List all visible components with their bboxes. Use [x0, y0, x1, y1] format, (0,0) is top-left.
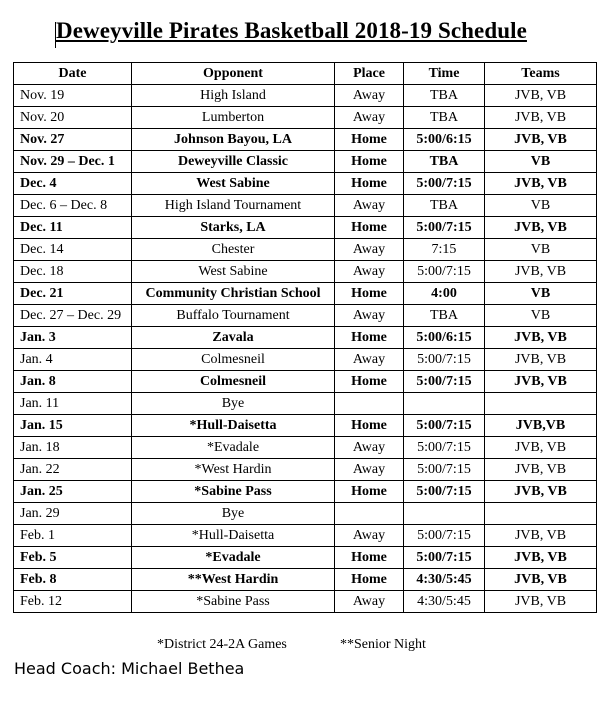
cell-time: TBA: [404, 85, 485, 107]
cell-date: Nov. 19: [14, 85, 132, 107]
head-coach: Head Coach: Michael Bethea: [14, 659, 245, 678]
cell-date: Jan. 8: [14, 371, 132, 393]
table-row: [14, 327, 597, 349]
cell-time: 5:00/7:15: [404, 481, 485, 503]
cell-teams: JVB, VB: [485, 481, 597, 503]
cell-date: Jan. 18: [14, 437, 132, 459]
table-row: [14, 591, 597, 613]
table-row: [14, 151, 597, 173]
cell-opponent: Buffalo Tournament: [132, 305, 335, 327]
cell-teams: JVB, VB: [485, 547, 597, 569]
cell-place: Away: [335, 459, 404, 481]
cell-opponent: Starks, LA: [132, 217, 335, 239]
cell-time: 4:00: [404, 283, 485, 305]
document-title: Deweyville Pirates Basketball 2018-19 Schedule: [56, 18, 527, 43]
cell-opponent: Colmesneil: [132, 371, 335, 393]
cell-date: Dec. 18: [14, 261, 132, 283]
cell-teams: JVB,VB: [485, 415, 597, 437]
cell-date: Feb. 5: [14, 547, 132, 569]
cell-teams: JVB, VB: [485, 107, 597, 129]
header-date: Date: [14, 63, 132, 85]
cell-teams: JVB, VB: [485, 173, 597, 195]
table-row: [14, 371, 597, 393]
cell-teams: JVB, VB: [485, 261, 597, 283]
table-row: [14, 525, 597, 547]
table-row: [14, 283, 597, 305]
header-place: Place: [335, 63, 404, 85]
cell-teams: VB: [485, 151, 597, 173]
cell-teams: JVB, VB: [485, 525, 597, 547]
cell-teams: VB: [485, 305, 597, 327]
cell-teams: [485, 393, 597, 415]
cell-date: Dec. 4: [14, 173, 132, 195]
cell-opponent: *Evadale: [132, 547, 335, 569]
cell-opponent: West Sabine: [132, 173, 335, 195]
cell-teams: JVB, VB: [485, 591, 597, 613]
cell-place: Home: [335, 129, 404, 151]
cell-date: Jan. 25: [14, 481, 132, 503]
cell-opponent: Lumberton: [132, 107, 335, 129]
cell-date: Nov. 29 – Dec. 1: [14, 151, 132, 173]
cell-place: Away: [335, 239, 404, 261]
cell-opponent: West Sabine: [132, 261, 335, 283]
cell-opponent: High Island: [132, 85, 335, 107]
cell-place: Away: [335, 107, 404, 129]
header-teams: Teams: [485, 63, 597, 85]
cell-time: 5:00/7:15: [404, 415, 485, 437]
senior-night-note: **Senior Night: [340, 637, 426, 652]
table-row: [14, 85, 597, 107]
cell-time: 5:00/6:15: [404, 327, 485, 349]
cell-teams: VB: [485, 239, 597, 261]
cell-opponent: Johnson Bayou, LA: [132, 129, 335, 151]
cell-place: Home: [335, 371, 404, 393]
table-row: [14, 349, 597, 371]
cell-date: Jan. 15: [14, 415, 132, 437]
cell-date: Dec. 6 – Dec. 8: [14, 195, 132, 217]
table-row: [14, 547, 597, 569]
table-row: [14, 459, 597, 481]
cell-opponent: Community Christian School: [132, 283, 335, 305]
cell-date: Nov. 20: [14, 107, 132, 129]
cell-teams: JVB, VB: [485, 217, 597, 239]
table-row: [14, 239, 597, 261]
cell-teams: JVB, VB: [485, 459, 597, 481]
cell-place: Away: [335, 591, 404, 613]
table-row: [14, 195, 597, 217]
cell-place: [335, 393, 404, 415]
cell-opponent: Chester: [132, 239, 335, 261]
cell-time: TBA: [404, 107, 485, 129]
cell-teams: JVB, VB: [485, 129, 597, 151]
table-row: [14, 393, 597, 415]
cell-date: Feb. 1: [14, 525, 132, 547]
cell-date: Jan. 29: [14, 503, 132, 525]
cell-place: Home: [335, 217, 404, 239]
table-row: [14, 261, 597, 283]
cell-time: 5:00/7:15: [404, 547, 485, 569]
cell-place: [335, 503, 404, 525]
table-row: [14, 503, 597, 525]
cell-time: 5:00/7:15: [404, 173, 485, 195]
table-row: [14, 305, 597, 327]
cell-date: Jan. 11: [14, 393, 132, 415]
cell-place: Away: [335, 261, 404, 283]
cell-teams: JVB, VB: [485, 349, 597, 371]
cell-opponent: Bye: [132, 503, 335, 525]
cell-place: Home: [335, 415, 404, 437]
cell-teams: VB: [485, 195, 597, 217]
cell-opponent: *Hull-Daisetta: [132, 525, 335, 547]
cell-opponent: *Sabine Pass: [132, 481, 335, 503]
cell-date: Jan. 4: [14, 349, 132, 371]
cell-time: TBA: [404, 305, 485, 327]
cell-opponent: *Sabine Pass: [132, 591, 335, 613]
cell-time: 5:00/7:15: [404, 459, 485, 481]
cell-opponent: High Island Tournament: [132, 195, 335, 217]
cell-time: [404, 503, 485, 525]
cell-teams: JVB, VB: [485, 569, 597, 591]
cell-place: Away: [335, 305, 404, 327]
cell-date: Dec. 27 – Dec. 29: [14, 305, 132, 327]
cell-time: [404, 393, 485, 415]
table-row: [14, 437, 597, 459]
header-opponent: Opponent: [132, 63, 335, 85]
cell-opponent: Deweyville Classic: [132, 151, 335, 173]
table-row: [14, 129, 597, 151]
cell-date: Dec. 21: [14, 283, 132, 305]
table-row: [14, 107, 597, 129]
cell-time: 4:30/5:45: [404, 569, 485, 591]
table-row: [14, 173, 597, 195]
table-header-row: [14, 63, 597, 85]
header-time: Time: [404, 63, 485, 85]
cell-place: Home: [335, 151, 404, 173]
table-row: [14, 217, 597, 239]
cell-place: Away: [335, 525, 404, 547]
cell-opponent: *West Hardin: [132, 459, 335, 481]
cell-opponent: Bye: [132, 393, 335, 415]
cell-date: Nov. 27: [14, 129, 132, 151]
cell-time: 4:30/5:45: [404, 591, 485, 613]
cell-date: Jan. 3: [14, 327, 132, 349]
cell-time: 5:00/6:15: [404, 129, 485, 151]
cell-place: Away: [335, 437, 404, 459]
cell-place: Home: [335, 481, 404, 503]
cell-date: Dec. 14: [14, 239, 132, 261]
cell-opponent: Zavala: [132, 327, 335, 349]
table-row: [14, 569, 597, 591]
cell-time: 7:15: [404, 239, 485, 261]
cell-place: Away: [335, 349, 404, 371]
cell-place: Home: [335, 173, 404, 195]
cell-opponent: *Evadale: [132, 437, 335, 459]
cell-time: TBA: [404, 151, 485, 173]
cell-teams: [485, 503, 597, 525]
cell-opponent: *Hull-Daisetta: [132, 415, 335, 437]
district-note: *District 24-2A Games: [157, 637, 287, 652]
cell-place: Home: [335, 283, 404, 305]
cell-time: TBA: [404, 195, 485, 217]
schedule-table: [13, 62, 597, 613]
table-row: [14, 415, 597, 437]
cell-teams: VB: [485, 283, 597, 305]
cell-place: Home: [335, 327, 404, 349]
cell-place: Home: [335, 547, 404, 569]
cell-opponent: Colmesneil: [132, 349, 335, 371]
cell-time: 5:00/7:15: [404, 437, 485, 459]
cell-time: 5:00/7:15: [404, 349, 485, 371]
cell-date: Dec. 11: [14, 217, 132, 239]
cell-teams: JVB, VB: [485, 437, 597, 459]
cell-teams: JVB, VB: [485, 371, 597, 393]
cell-time: 5:00/7:15: [404, 371, 485, 393]
cell-place: Away: [335, 85, 404, 107]
cell-opponent: **West Hardin: [132, 569, 335, 591]
cell-time: 5:00/7:15: [404, 217, 485, 239]
table-row: [14, 481, 597, 503]
cell-place: Home: [335, 569, 404, 591]
cell-place: Away: [335, 195, 404, 217]
cell-date: Jan. 22: [14, 459, 132, 481]
cell-teams: JVB, VB: [485, 85, 597, 107]
cell-teams: JVB, VB: [485, 327, 597, 349]
cell-time: 5:00/7:15: [404, 261, 485, 283]
cell-time: 5:00/7:15: [404, 525, 485, 547]
cell-date: Feb. 12: [14, 591, 132, 613]
cell-date: Feb. 8: [14, 569, 132, 591]
